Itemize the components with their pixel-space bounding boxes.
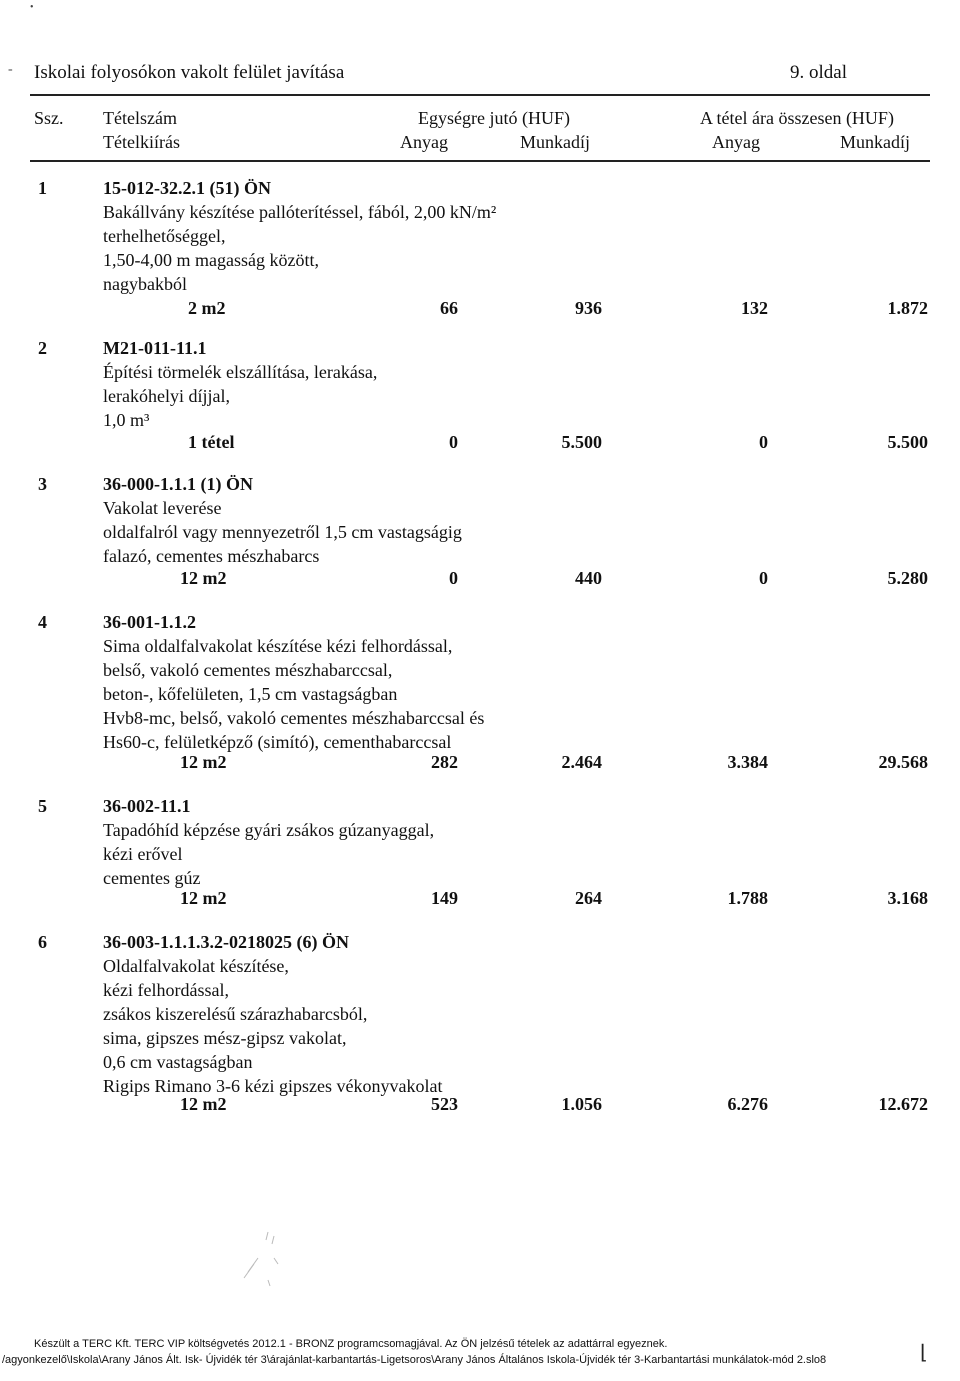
unit-material-price: 282	[431, 752, 458, 772]
item-desc-line: Bakállvány készítése pallóterítéssel, fából, 2,00 kN/m²	[103, 202, 497, 222]
unit-labor-price: 440	[575, 568, 602, 588]
col-munkadij-egys: Munkadíj	[520, 132, 590, 152]
item-desc-line: Vakolat leverése	[103, 498, 222, 518]
unit-labor-price: 936	[575, 298, 602, 318]
unit-material-price: 523	[431, 1094, 458, 1114]
total-material-price: 0	[759, 568, 768, 588]
scan-mark: -	[8, 62, 13, 77]
item-desc-line: terhelhetőséggel,	[103, 226, 226, 246]
col-tetel-ara: A tétel ára összesen (HUF)	[700, 108, 894, 128]
item-code: 15-012-32.2.1 (51) ÖN	[103, 178, 271, 198]
item-number: 4	[38, 612, 47, 632]
col-anyag-egys: Anyag	[400, 132, 448, 152]
total-material-price: 132	[741, 298, 768, 318]
total-labor-price: 1.872	[887, 298, 928, 318]
item-number: 2	[38, 338, 47, 358]
item-code: 36-002-11.1	[103, 796, 191, 816]
col-munkadij-ossz: Munkadíj	[840, 132, 910, 152]
total-material-price: 0	[759, 432, 768, 452]
col-tetelszam: Tételszám	[103, 108, 177, 128]
col-egysegre-juto: Egységre jutó (HUF)	[418, 108, 570, 128]
item-desc-line: zsákos kiszerelésű szárazhabarcsból,	[103, 1004, 368, 1024]
item-desc-line: kézi felhordással,	[103, 980, 229, 1000]
unit-material-price: 0	[449, 432, 458, 452]
total-labor-price: 12.672	[878, 1094, 928, 1114]
item-desc-line: Hs60-c, felületképző (simító), cementhabarccsal	[103, 732, 452, 752]
total-material-price: 6.276	[727, 1094, 768, 1114]
total-labor-price: 3.168	[887, 888, 928, 908]
item-desc-line: oldalfalról vagy mennyezetről 1,5 cm vastagságig	[103, 522, 462, 542]
columns-rule	[30, 160, 930, 162]
scan-artifact	[228, 1228, 308, 1288]
item-desc-line: belső, vakoló cementes mészhabarccsal,	[103, 660, 393, 680]
unit-material-price: 149	[431, 888, 458, 908]
item-quantity: 12 m2	[180, 568, 227, 588]
item-desc-line: Tapadóhíd képzése gyári zsákos gúzanyaggal,	[103, 820, 435, 840]
item-desc-line: Sima oldalfalvakolat készítése kézi felhordással,	[103, 636, 453, 656]
item-desc-line: beton-, kőfelületen, 1,5 cm vastagságban	[103, 684, 398, 704]
total-labor-price: 29.568	[878, 752, 928, 772]
col-tetelkiiras: Tételkiírás	[103, 132, 180, 152]
item-desc-line: nagybakból	[103, 274, 187, 294]
item-quantity: 1 tétel	[188, 432, 235, 452]
unit-labor-price: 264	[575, 888, 602, 908]
item-code: M21-011-11.1	[103, 338, 207, 358]
item-desc-line: 0,6 cm vastagságban	[103, 1052, 253, 1072]
item-desc-line: Hvb8-mc, belső, vakoló cementes mészhabarccsal és	[103, 708, 485, 728]
total-labor-price: 5.500	[887, 432, 928, 452]
item-number: 3	[38, 474, 47, 494]
unit-material-price: 66	[440, 298, 458, 318]
item-desc-line: Rigips Rimano 3-6 kézi gipszes vékonyvakolat	[103, 1076, 443, 1096]
item-desc-line: sima, gipszes mész-gipsz vakolat,	[103, 1028, 347, 1048]
unit-labor-price: 2.464	[561, 752, 602, 772]
item-desc-line: falazó, cementes mészhabarcs	[103, 546, 320, 566]
item-number: 5	[38, 796, 47, 816]
total-material-price: 3.384	[727, 752, 768, 772]
unit-labor-price: 1.056	[561, 1094, 602, 1114]
item-quantity: 2 m2	[188, 298, 226, 318]
col-ssz: Ssz.	[34, 108, 64, 128]
scan-mark: •	[30, 2, 34, 13]
total-material-price: 1.788	[727, 888, 768, 908]
item-code: 36-003-1.1.1.3.2-0218025 (6) ÖN	[103, 932, 349, 952]
item-desc-line: kézi erővel	[103, 844, 183, 864]
item-quantity: 12 m2	[180, 1094, 227, 1114]
item-desc-line: 1,0 m³	[103, 410, 150, 430]
item-desc-line: Oldalfalvakolat készítése,	[103, 956, 289, 976]
item-code: 36-001-1.1.2	[103, 612, 196, 632]
item-quantity: 12 m2	[180, 888, 227, 908]
footer-path: /agyonkezelő\Iskola\Arany János Ált. Isk- Újvidék tér 3\árajánlat-karbantartás-Ligetsoros\Arany János Általános Iskola-Újvidék tér 3-Karbantartási munkálatok-mód 2.slo8	[2, 1354, 827, 1366]
unit-material-price: 0	[449, 568, 458, 588]
corner-mark: ⌊	[920, 1340, 928, 1364]
item-desc-line: lerakóhelyi díjjal,	[103, 386, 230, 406]
item-quantity: 12 m2	[180, 752, 227, 772]
footer-credit: Készült a TERC Kft. TERC VIP költségvetés 2012.1 - BRONZ programcsomagjával. Az ÖN jelzésű tételek az adattárral egyeznek.	[34, 1338, 668, 1350]
item-code: 36-000-1.1.1 (1) ÖN	[103, 474, 253, 494]
total-labor-price: 5.280	[887, 568, 928, 588]
unit-labor-price: 5.500	[561, 432, 602, 452]
item-desc-line: 1,50-4,00 m magasság között,	[103, 250, 319, 270]
header-rule	[30, 94, 930, 96]
page-number: 9. oldal	[790, 62, 847, 83]
item-desc-line: cementes gúz	[103, 868, 201, 888]
item-number: 6	[38, 932, 47, 952]
col-anyag-ossz: Anyag	[712, 132, 760, 152]
item-number: 1	[38, 178, 47, 198]
document-title: Iskolai folyosókon vakolt felület javítása	[34, 62, 345, 83]
item-desc-line: Építési törmelék elszállítása, lerakása,	[103, 362, 378, 382]
